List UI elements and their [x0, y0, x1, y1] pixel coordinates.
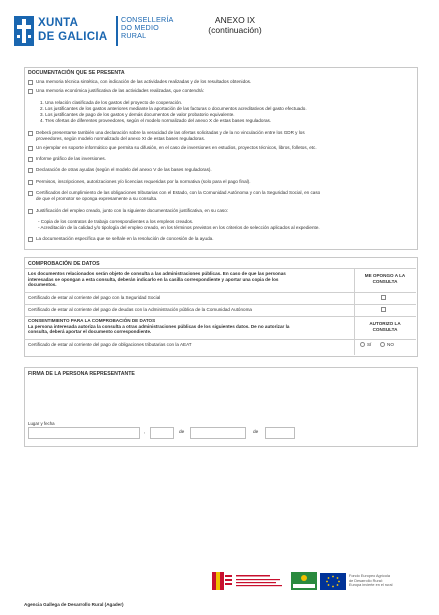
logo-line1: XUNTA — [38, 17, 79, 29]
department-name — [121, 16, 174, 41]
doc-subitem-3: 3. Los justificantes de pago de los gastos y demás documentos de valor probatorio equivalente. — [40, 112, 235, 117]
ministry-logo — [236, 573, 286, 589]
authorize-yes-radio[interactable] — [360, 342, 365, 347]
doc-subitem-6: - Acreditación de la calidad y/o tipología del empleo creado, en los términos previstos en los criterios de selección aplicados al expediente. — [38, 225, 320, 230]
doc-checkbox-2[interactable] — [28, 89, 33, 94]
de-label-2: de — [253, 430, 259, 435]
verification-rule-4 — [24, 339, 416, 340]
doc-item-5: Informe gráfico de las inversiones. — [36, 156, 106, 161]
intro-line3: documentos. — [28, 282, 57, 288]
documentation-title: DOCUMENTACIÓN QUE SE PRESENTA — [28, 70, 125, 76]
consent-line1: La persona interesada autoriza la consulta a otras administraciones públicas de los siguientes datos. De no autorizar la — [28, 323, 290, 329]
doc-checkbox-6[interactable] — [28, 168, 33, 173]
authorize-yes-label: SÍ — [367, 342, 372, 347]
authorize-header — [354, 321, 416, 332]
day-field[interactable] — [150, 427, 174, 439]
dept-line3: RURAL — [121, 31, 147, 41]
dept-line1: CONSELLERÍA — [121, 15, 174, 24]
verification-rule-2 — [24, 304, 416, 305]
consent-line2: consulta, deberá aportar el documento correspondiente. — [28, 329, 152, 335]
consent-block — [28, 318, 348, 335]
oppose-label-1: ME OPONGO A LA — [364, 273, 406, 278]
month-field[interactable] — [190, 427, 246, 439]
eu-flag-icon — [320, 573, 346, 590]
doc-item-1: Una memoria técnica sintética, con indicación de las actividades realizadas y de los resultados obtenidos. — [36, 79, 252, 84]
annex-subtitle: (continuación) — [208, 25, 262, 35]
agency-name: Agencia Gallega de Desarrollo Rural (Agader) — [24, 602, 124, 607]
intro-line1: Los documentos relacionados serán objeto de consulta a las administraciones públicas. En caso de que las personas — [28, 271, 286, 276]
doc-item-7: Permisos, inscripciones, autorizaciones y/o licencias requeridas por la normativa (solo para el pago final). — [36, 179, 251, 184]
verification-rule-3 — [24, 316, 416, 317]
doc-item-4: Un ejemplar en soporte informático que permita su difusión, en el caso de inversiones en estudios, proyectos técnicos, libros, folletos, etc. — [36, 145, 317, 150]
verification-title: COMPROBACIÓN DE DATOS — [28, 261, 100, 267]
doc-subitem-4: 4. Tres ofertas de diferentes proveedores, según el modelo normalizado del anexo X de estas bases reguladoras. — [40, 118, 272, 123]
authorize-label-2: CONSULTA — [372, 326, 398, 332]
eafrd-line3: Europa invierte en el rural — [349, 583, 393, 588]
doc-item-2: Una memoria económica justificativa de las actividades realizadas, que contendrá: — [36, 88, 205, 93]
doc-checkbox-5[interactable] — [28, 157, 33, 162]
leader-icon — [291, 572, 317, 590]
xunta-wordmark — [38, 16, 107, 44]
eafrd-line1: Fondo Europeo Agrícola — [349, 574, 390, 578]
de-label-1: de — [179, 430, 185, 435]
xunta-logo — [14, 14, 110, 48]
doc-checkbox-7[interactable] — [28, 180, 33, 185]
dept-line2: DO MEDIO — [121, 23, 159, 33]
logo-line2: DE GALICIA — [38, 31, 108, 43]
spain-government-logo — [212, 572, 232, 590]
header-divider — [116, 16, 118, 46]
verification-rule-1 — [24, 292, 416, 293]
eafrd-text — [349, 574, 392, 588]
doc-item-9: Justificación del empleo creado, junto con la siguiente documentación justificativa, en su caso: — [36, 208, 229, 213]
doc-subitem-1: 1. Una relación clasificada de los gastos del proyecto de cooperación. — [40, 100, 183, 105]
oppose-header — [354, 273, 416, 284]
authorize-no-label: NO — [387, 342, 394, 347]
verification-row-social-security: Certificado de estar al corriente del pago con la Seguridad Social — [28, 295, 161, 300]
verification-rule-top — [24, 268, 416, 269]
doc-checkbox-8[interactable] — [28, 191, 33, 196]
authorize-label-1: AUTORIZO LA — [369, 321, 401, 326]
verification-row-aeat: Certificado de estar al corriente del pago de obligaciones tributarias con la AEAT — [28, 342, 192, 347]
intro-line2: interesadas se opongan a esta consulta, deberán indicarlo en la casilla correspondiente y aportar una copia de los — [28, 276, 279, 282]
doc-item-3b: proveedores, según modelo normalizado del anexo XI de estas bases reguladoras. — [36, 136, 206, 141]
consent-title: CONSENTIMIENTO PARA LA COMPROBACIÓN DE DATOS — [28, 318, 156, 323]
doc-item-8a: Certificados del cumplimiento de las obligaciones tributarias con el Estado, con la Comunidad Autónoma y con la Seguridad Social, en caso — [36, 190, 321, 195]
doc-item-10: La documentación específica que se señale en la resolución de concesión de la ayuda. — [36, 236, 214, 241]
verification-intro — [28, 271, 348, 288]
signature-title: FIRMA DE LA PERSONA REPRESENTANTE — [28, 371, 135, 377]
eafrd-line2: de Desarrollo Rural: — [349, 578, 383, 583]
doc-item-6: Declaración de otras ayudas (según el modelo del anexo V de las bases reguladoras). — [36, 167, 212, 172]
place-field[interactable] — [28, 427, 140, 439]
doc-checkbox-3[interactable] — [28, 131, 33, 136]
annex-heading — [205, 15, 265, 35]
authorize-no-radio[interactable] — [380, 342, 385, 347]
year-field[interactable] — [265, 427, 295, 439]
doc-checkbox-10[interactable] — [28, 237, 33, 242]
comma-separator: , — [144, 430, 146, 435]
oppose-checkbox-social-security[interactable] — [381, 295, 386, 300]
doc-item-3a: Deberá presentarse también una declaración sobre la veracidad de las ofertas solicitadas y de la no vinculación entre los GDR y los — [36, 130, 305, 135]
oppose-checkbox-autonomous[interactable] — [381, 307, 386, 312]
doc-checkbox-4[interactable] — [28, 146, 33, 151]
xunta-cross-icon — [14, 16, 34, 46]
eu-flag — [320, 573, 346, 590]
doc-subitem-2: 2. Los justificantes de los gastos anteriores mediante la aportación de las facturas o documentos acreditativos del gasto efectuado. — [40, 106, 307, 111]
verification-row-autonomous: Certificado de estar al corriente del pago de deudas con la Administración pública de la Comunidad Autónoma — [28, 307, 252, 312]
ministry-text-icon — [236, 573, 286, 589]
place-date-label: Lugar y fecha — [28, 421, 55, 426]
doc-item-8b: de que el promotor se oponga expresamente a su consulta. — [36, 196, 158, 201]
doc-checkbox-1[interactable] — [28, 80, 33, 85]
doc-subitem-5: - Copia de los contratos de trabajo correspondientes a los empleos creados. — [38, 219, 194, 224]
doc-checkbox-9[interactable] — [28, 209, 33, 214]
spain-crest-icon — [212, 572, 232, 590]
oppose-label-2: CONSULTA — [372, 278, 398, 284]
leader-logo — [291, 572, 317, 590]
annex-title: ANEXO IX — [214, 15, 256, 25]
